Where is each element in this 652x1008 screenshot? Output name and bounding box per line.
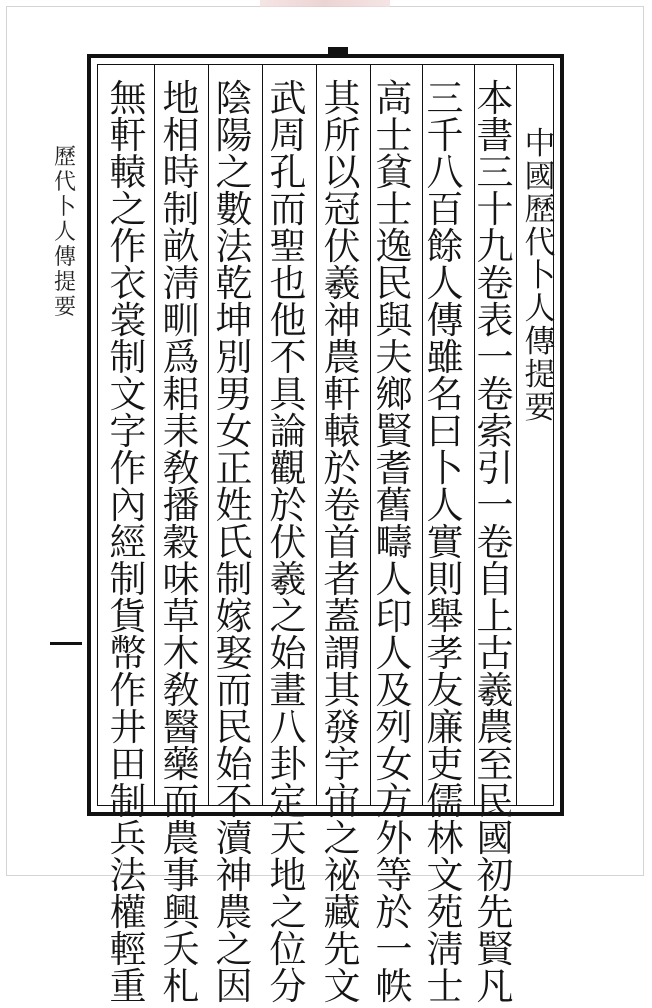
glyph: 至 xyxy=(476,743,514,786)
glyph: 儒 xyxy=(426,780,464,823)
glyph: 十 xyxy=(476,188,514,231)
glyph: 要 xyxy=(53,295,76,320)
text-column-5 xyxy=(264,77,312,1008)
glyph: 甽 xyxy=(162,299,200,342)
glyph: 而 xyxy=(269,188,307,231)
glyph: 發 xyxy=(323,706,361,749)
glyph: 一 xyxy=(476,336,514,379)
glyph: 時 xyxy=(162,151,200,194)
glyph: 法 xyxy=(109,854,147,897)
glyph: 則 xyxy=(426,558,464,601)
glyph: 九 xyxy=(476,225,514,268)
glyph: 於 xyxy=(375,891,413,934)
glyph: 書 xyxy=(476,114,514,157)
glyph: 味 xyxy=(162,558,200,601)
glyph: 無 xyxy=(109,77,147,120)
glyph: 人 xyxy=(524,291,556,327)
glyph: 天 xyxy=(269,817,307,860)
glyph: 自 xyxy=(476,558,514,601)
glyph: 周 xyxy=(269,114,307,157)
glyph: 事 xyxy=(162,854,200,897)
glyph: 農 xyxy=(162,817,200,860)
glyph: 外 xyxy=(375,817,413,860)
glyph: 名 xyxy=(426,373,464,416)
glyph: 代 xyxy=(524,225,556,261)
glyph: 作 xyxy=(109,447,147,490)
glyph: 興 xyxy=(162,891,200,934)
glyph: 士 xyxy=(426,965,464,1008)
column-divider xyxy=(262,65,263,805)
glyph: 正 xyxy=(215,447,253,490)
glyph: 逸 xyxy=(375,225,413,268)
glyph: 內 xyxy=(109,484,147,527)
glyph: 文 xyxy=(426,854,464,897)
glyph: 疇 xyxy=(375,521,413,564)
glyph: 傳 xyxy=(524,324,556,360)
glyph: 幣 xyxy=(109,632,147,675)
glyph: 鄉 xyxy=(375,373,413,416)
glyph: 廉 xyxy=(426,706,464,749)
glyph: 提 xyxy=(524,357,556,393)
glyph: 陰 xyxy=(215,77,253,120)
glyph: 地 xyxy=(269,854,307,897)
glyph: 舉 xyxy=(426,595,464,638)
glyph: 文 xyxy=(109,373,147,416)
text-column-8 xyxy=(104,77,152,1008)
glyph: 列 xyxy=(375,706,413,749)
glyph: 因 xyxy=(215,965,253,1008)
glyph: 氏 xyxy=(215,521,253,564)
glyph: 坤 xyxy=(215,299,253,342)
glyph: 要 xyxy=(524,390,556,426)
glyph: 蓋 xyxy=(323,595,361,638)
glyph: 不 xyxy=(269,336,307,379)
glyph: 伏 xyxy=(323,225,361,268)
glyph: 卜 xyxy=(524,258,556,294)
scan-header-smudge xyxy=(260,0,390,7)
glyph: 代 xyxy=(53,170,76,195)
glyph: 制 xyxy=(215,558,253,601)
glyph: 帙 xyxy=(375,965,413,1008)
glyph: 軒 xyxy=(109,114,147,157)
text-column-7 xyxy=(157,77,205,1008)
glyph: 札 xyxy=(162,965,200,1008)
glyph: 重 xyxy=(109,965,147,1008)
document-title xyxy=(523,128,557,425)
glyph: 孝 xyxy=(426,632,464,675)
glyph: 與 xyxy=(375,299,413,342)
glyph: 卜 xyxy=(53,195,76,220)
glyph: 乾 xyxy=(215,262,253,305)
glyph: 字 xyxy=(109,410,147,453)
glyph: 敎 xyxy=(162,447,200,490)
glyph: 吏 xyxy=(426,743,464,786)
column-divider xyxy=(208,65,209,805)
glyph: 轅 xyxy=(323,410,361,453)
glyph: 高 xyxy=(375,77,413,120)
glyph: 播 xyxy=(162,484,200,527)
glyph: 三 xyxy=(476,151,514,194)
glyph: 先 xyxy=(323,928,361,971)
column-divider xyxy=(316,65,317,805)
glyph: 具 xyxy=(269,373,307,416)
glyph: 淸 xyxy=(426,928,464,971)
glyph: 軒 xyxy=(323,373,361,416)
glyph: 卷 xyxy=(476,521,514,564)
glyph: 人 xyxy=(375,558,413,601)
glyph: 而 xyxy=(162,780,200,823)
margin-book-title xyxy=(50,145,80,320)
glyph: 穀 xyxy=(162,521,200,564)
glyph: 農 xyxy=(215,891,253,934)
glyph: 宙 xyxy=(323,780,361,823)
glyph: 三 xyxy=(426,77,464,120)
glyph: 人 xyxy=(426,484,464,527)
glyph: 制 xyxy=(109,780,147,823)
glyph: 卷 xyxy=(476,373,514,416)
glyph: 先 xyxy=(476,891,514,934)
glyph: 民 xyxy=(215,706,253,749)
glyph: 耒 xyxy=(162,410,200,453)
glyph: 兵 xyxy=(109,817,147,860)
glyph: 之 xyxy=(215,151,253,194)
glyph: 人 xyxy=(53,220,76,245)
glyph: 淸 xyxy=(162,262,200,305)
glyph: 田 xyxy=(109,743,147,786)
glyph: 凡 xyxy=(476,965,514,1008)
column-divider xyxy=(154,65,155,805)
page-number xyxy=(50,642,82,645)
glyph: 古 xyxy=(476,632,514,675)
glyph: 始 xyxy=(215,743,253,786)
glyph: 孔 xyxy=(269,151,307,194)
glyph: 別 xyxy=(215,336,253,379)
glyph: 聖 xyxy=(269,225,307,268)
glyph: 祕 xyxy=(323,854,361,897)
glyph: 娶 xyxy=(215,632,253,675)
glyph: 卷 xyxy=(323,484,361,527)
glyph: 夭 xyxy=(162,928,200,971)
glyph: 草 xyxy=(162,595,200,638)
glyph: 於 xyxy=(323,447,361,490)
glyph: 八 xyxy=(269,706,307,749)
glyph: 士 xyxy=(375,188,413,231)
glyph: 輕 xyxy=(109,928,147,971)
glyph: 曰 xyxy=(426,410,464,453)
glyph: 印 xyxy=(375,595,413,638)
glyph: 之 xyxy=(269,595,307,638)
glyph: 作 xyxy=(109,669,147,712)
glyph: 論 xyxy=(269,410,307,453)
glyph: 卷 xyxy=(476,262,514,305)
glyph: 爲 xyxy=(162,336,200,379)
glyph: 農 xyxy=(476,706,514,749)
glyph: 謂 xyxy=(323,632,361,675)
glyph: 歷 xyxy=(53,145,76,170)
glyph: 歷 xyxy=(524,192,556,228)
glyph: 木 xyxy=(162,632,200,675)
glyph: 畫 xyxy=(269,669,307,712)
glyph: 羲 xyxy=(269,558,307,601)
glyph: 數 xyxy=(215,188,253,231)
glyph: 苑 xyxy=(426,891,464,934)
glyph: 表 xyxy=(476,299,514,342)
glyph: 羲 xyxy=(476,669,514,712)
glyph: 井 xyxy=(109,706,147,749)
glyph: 姓 xyxy=(215,484,253,527)
glyph: 制 xyxy=(162,188,200,231)
glyph: 敎 xyxy=(162,669,200,712)
glyph: 雖 xyxy=(426,336,464,379)
text-column-6 xyxy=(210,77,258,1008)
glyph: 於 xyxy=(269,484,307,527)
glyph: 定 xyxy=(269,780,307,823)
glyph: 觀 xyxy=(269,447,307,490)
glyph: 相 xyxy=(162,114,200,157)
glyph: 作 xyxy=(109,225,147,268)
glyph: 之 xyxy=(269,891,307,934)
glyph: 女 xyxy=(375,743,413,786)
glyph: 百 xyxy=(426,188,464,231)
glyph: 其 xyxy=(323,669,361,712)
glyph: 一 xyxy=(375,928,413,971)
glyph: 畝 xyxy=(162,225,200,268)
glyph: 等 xyxy=(375,854,413,897)
glyph: 賢 xyxy=(375,410,413,453)
glyph: 引 xyxy=(476,447,514,490)
glyph: 冠 xyxy=(323,188,361,231)
glyph: 分 xyxy=(269,965,307,1008)
glyph: 國 xyxy=(524,159,556,195)
glyph: 武 xyxy=(269,77,307,120)
glyph: 貨 xyxy=(109,595,147,638)
glyph: 及 xyxy=(375,669,413,712)
glyph: 而 xyxy=(215,669,253,712)
text-column-2 xyxy=(421,77,469,1008)
glyph: 權 xyxy=(109,891,147,934)
glyph: 其 xyxy=(323,77,361,120)
glyph: 經 xyxy=(109,521,147,564)
glyph: 上 xyxy=(476,595,514,638)
glyph: 神 xyxy=(215,854,253,897)
glyph: 耜 xyxy=(162,373,200,416)
glyph: 他 xyxy=(269,299,307,342)
glyph: 餘 xyxy=(426,225,464,268)
glyph: 賢 xyxy=(476,928,514,971)
glyph: 嫁 xyxy=(215,595,253,638)
glyph: 人 xyxy=(375,632,413,675)
glyph: 林 xyxy=(426,817,464,860)
glyph: 中 xyxy=(524,126,556,162)
glyph: 位 xyxy=(269,928,307,971)
glyph: 醫 xyxy=(162,706,200,749)
glyph: 傳 xyxy=(53,245,76,270)
glyph: 之 xyxy=(215,928,253,971)
glyph: 文 xyxy=(323,965,361,1008)
glyph: 地 xyxy=(162,77,200,120)
glyph: 國 xyxy=(476,817,514,860)
glyph: 舊 xyxy=(375,484,413,527)
glyph: 神 xyxy=(323,299,361,342)
glyph: 陽 xyxy=(215,114,253,157)
glyph: 貧 xyxy=(375,151,413,194)
glyph: 民 xyxy=(375,262,413,305)
glyph: 傳 xyxy=(426,299,464,342)
glyph: 友 xyxy=(426,669,464,712)
glyph: 人 xyxy=(426,262,464,305)
glyph: 千 xyxy=(426,114,464,157)
glyph: 之 xyxy=(323,817,361,860)
glyph: 夫 xyxy=(375,336,413,379)
glyph: 卜 xyxy=(426,447,464,490)
glyph: 藥 xyxy=(162,743,200,786)
glyph: 伏 xyxy=(269,521,307,564)
glyph: 宇 xyxy=(323,743,361,786)
text-column-3 xyxy=(370,77,418,1008)
glyph: 之 xyxy=(109,188,147,231)
glyph: 以 xyxy=(323,151,361,194)
text-column-1 xyxy=(471,77,519,1008)
glyph: 卦 xyxy=(269,743,307,786)
glyph: 不 xyxy=(215,780,253,823)
glyph: 民 xyxy=(476,780,514,823)
glyph: 制 xyxy=(109,558,147,601)
glyph: 男 xyxy=(215,373,253,416)
glyph: 耆 xyxy=(375,447,413,490)
text-column-4 xyxy=(318,77,366,1008)
glyph: 制 xyxy=(109,336,147,379)
glyph: 瀆 xyxy=(215,817,253,860)
glyph: 者 xyxy=(323,558,361,601)
glyph: 女 xyxy=(215,410,253,453)
glyph: 衣 xyxy=(109,262,147,305)
glyph: 法 xyxy=(215,225,253,268)
glyph: 八 xyxy=(426,151,464,194)
glyph: 農 xyxy=(323,336,361,379)
glyph: 始 xyxy=(269,632,307,675)
glyph: 索 xyxy=(476,410,514,453)
glyph: 藏 xyxy=(323,891,361,934)
glyph: 一 xyxy=(476,484,514,527)
glyph: 裳 xyxy=(109,299,147,342)
glyph: 本 xyxy=(476,77,514,120)
glyph: 也 xyxy=(269,262,307,305)
glyph: 所 xyxy=(323,114,361,157)
glyph: 轅 xyxy=(109,151,147,194)
glyph: 方 xyxy=(375,780,413,823)
glyph: 初 xyxy=(476,854,514,897)
glyph: 提 xyxy=(53,270,76,295)
glyph: 實 xyxy=(426,521,464,564)
glyph: 士 xyxy=(375,114,413,157)
glyph: 羲 xyxy=(323,262,361,305)
glyph: 首 xyxy=(323,521,361,564)
